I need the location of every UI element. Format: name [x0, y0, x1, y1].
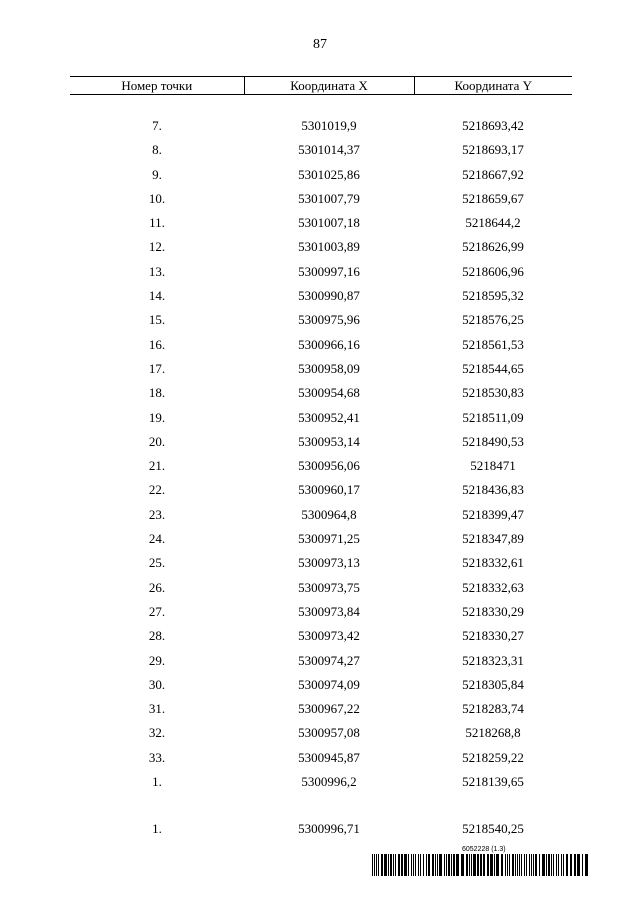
table-row	[70, 551, 572, 575]
table-row	[70, 381, 572, 405]
cell-coordinate-y: 5218323,31	[462, 652, 524, 668]
cell-coordinate-x: 5300975,96	[298, 312, 360, 328]
cell-coordinate-x: 5300967,22	[298, 701, 360, 717]
table-row	[70, 211, 572, 235]
cell-coordinate-y: 5218259,22	[462, 749, 524, 765]
cell-coordinate-x: 5301003,89	[298, 239, 360, 255]
cell-coordinate-y: 5218659,67	[462, 190, 524, 206]
cell-point-number: 15.	[148, 312, 166, 328]
cell-coordinate-x: 5301019,9	[301, 118, 357, 133]
table-row	[70, 430, 572, 454]
cell-coordinate-x: 5301014,37	[298, 142, 360, 158]
cell-coordinate-x: 5300996,71	[298, 821, 360, 837]
cell-coordinate-y: 5218139,65	[462, 774, 524, 790]
cell-coordinate-y: 5218332,63	[462, 579, 524, 595]
cell-point-number: 27.	[148, 603, 166, 619]
cell-point-number: 18.	[148, 385, 166, 401]
cell-coordinate-y: 5218471	[470, 458, 516, 474]
cell-point-number: 29.	[148, 652, 166, 668]
table-row	[70, 527, 572, 551]
cell-point-number: 1.	[152, 774, 162, 790]
table-row	[70, 817, 572, 841]
cell-coordinate-x: 5300996,2	[301, 774, 357, 790]
cell-point-number: 32.	[148, 725, 166, 741]
table-header-row	[70, 77, 572, 95]
cell-coordinate-x: 5300974,27	[298, 652, 360, 668]
cell-coordinate-x: 5300953,14	[298, 433, 360, 449]
cell-coordinate-x: 5300952,41	[298, 409, 360, 425]
cell-point-number: 21.	[148, 458, 166, 474]
cell-coordinate-x: 5301007,79	[298, 190, 360, 206]
cell-point-number: 20.	[148, 433, 166, 449]
cell-coordinate-y: 5218399,47	[462, 506, 524, 522]
cell-point-number: 33.	[148, 749, 166, 765]
cell-coordinate-x: 5300973,75	[298, 579, 360, 595]
table-row	[70, 576, 572, 600]
cell-coordinate-y: 5218606,96	[462, 263, 524, 279]
table-spacer-row	[70, 794, 572, 817]
cell-coordinate-x: 5300990,87	[298, 288, 360, 304]
table-row	[70, 114, 572, 138]
cell-coordinate-x: 5300973,42	[298, 628, 360, 644]
cell-point-number: 23.	[148, 506, 166, 522]
cell-point-number: 9.	[152, 166, 162, 182]
cell-coordinate-y: 5218490,53	[462, 433, 524, 449]
cell-coordinate-y: 5218576,25	[462, 312, 524, 328]
table-row	[70, 284, 572, 308]
cell-point-number: 26.	[148, 579, 166, 595]
cell-coordinate-x: 5300957,08	[298, 725, 360, 741]
table-row	[70, 308, 572, 332]
cell-coordinate-y: 5218644,2	[465, 215, 521, 231]
table-row	[70, 406, 572, 430]
cell-point-number: 28.	[148, 628, 166, 644]
cell-coordinate-y: 5218626,99	[462, 239, 524, 255]
cell-coordinate-y: 5218667,92	[462, 166, 524, 182]
cell-coordinate-y: 5218693,42	[462, 118, 524, 133]
cell-coordinate-x: 5300971,25	[298, 531, 360, 547]
table-row	[70, 357, 572, 381]
cell-coordinate-x: 5300974,09	[298, 676, 360, 692]
table-row	[70, 697, 572, 721]
table-row	[70, 163, 572, 187]
cell-coordinate-x: 5300945,87	[298, 749, 360, 765]
table-row	[70, 260, 572, 284]
table-row	[70, 235, 572, 259]
table-row	[70, 138, 572, 162]
cell-point-number: 16.	[148, 336, 166, 352]
cell-coordinate-x: 5300997,16	[298, 263, 360, 279]
cell-coordinate-x: 5300960,17	[298, 482, 360, 498]
table-row	[70, 454, 572, 478]
cell-coordinate-y: 5218332,61	[462, 555, 524, 571]
cell-point-number: 7.	[152, 118, 162, 133]
cell-coordinate-x: 5300954,68	[298, 385, 360, 401]
cell-point-number: 19.	[148, 409, 166, 425]
table-row	[70, 770, 572, 794]
header-coordinate-x: Координата X	[244, 77, 414, 95]
cell-coordinate-x: 5300958,09	[298, 360, 360, 376]
table-row	[70, 187, 572, 211]
cell-coordinate-y: 5218693,17	[462, 142, 524, 158]
cell-point-number: 1.	[152, 821, 162, 837]
table-row	[70, 649, 572, 673]
cell-coordinate-y: 5218540,25	[462, 821, 524, 837]
header-point-number: Номер точки	[70, 77, 244, 95]
cell-point-number: 11.	[149, 215, 165, 231]
cell-point-number: 25.	[148, 555, 166, 571]
table-row	[70, 721, 572, 745]
table-row	[70, 478, 572, 502]
cell-coordinate-y: 5218436,83	[462, 482, 524, 498]
cell-coordinate-y: 5218595,32	[462, 288, 524, 304]
cell-point-number: 8.	[152, 142, 162, 158]
page-number: 87	[313, 37, 327, 52]
cell-coordinate-x: 5301025,86	[298, 166, 360, 182]
coordinates-table	[70, 76, 572, 842]
barcode-caption: 6052228 (1.3)	[462, 846, 506, 853]
cell-point-number: 30.	[148, 676, 166, 692]
cell-point-number: 12.	[148, 239, 166, 255]
document-footer	[372, 846, 590, 876]
cell-coordinate-x: 5300964,8	[301, 506, 357, 522]
cell-coordinate-x: 5300973,84	[298, 603, 360, 619]
cell-point-number: 22.	[148, 482, 166, 498]
table-row	[70, 333, 572, 357]
cell-coordinate-y: 5218268,8	[465, 725, 521, 741]
barcode-image	[372, 854, 590, 876]
cell-coordinate-x: 5300973,13	[298, 555, 360, 571]
table-row	[70, 673, 572, 697]
cell-coordinate-y: 5218330,29	[462, 603, 524, 619]
cell-coordinate-y: 5218561,53	[462, 336, 524, 352]
cell-point-number: 14.	[148, 288, 166, 304]
cell-coordinate-y: 5218283,74	[462, 701, 524, 717]
cell-coordinate-y: 5218530,83	[462, 385, 524, 401]
table-row	[70, 624, 572, 648]
table-row	[70, 746, 572, 770]
table-row	[70, 503, 572, 527]
table-spacer-row	[70, 95, 572, 115]
cell-point-number: 13.	[148, 263, 166, 279]
cell-coordinate-x: 5300956,06	[298, 458, 360, 474]
cell-coordinate-x: 5301007,18	[298, 215, 360, 231]
cell-coordinate-y: 5218347,89	[462, 531, 524, 547]
cell-point-number: 17.	[148, 360, 166, 376]
cell-coordinate-y: 5218544,65	[462, 360, 524, 376]
cell-coordinate-x: 5300966,16	[298, 336, 360, 352]
cell-point-number: 24.	[148, 531, 166, 547]
cell-point-number: 31.	[148, 701, 166, 717]
cell-point-number: 10.	[148, 190, 166, 206]
cell-coordinate-y: 5218330,27	[462, 628, 524, 644]
header-coordinate-y: Координата Y	[414, 77, 572, 95]
table-row	[70, 600, 572, 624]
cell-coordinate-y: 5218305,84	[462, 676, 524, 692]
cell-coordinate-y: 5218511,09	[462, 409, 524, 425]
